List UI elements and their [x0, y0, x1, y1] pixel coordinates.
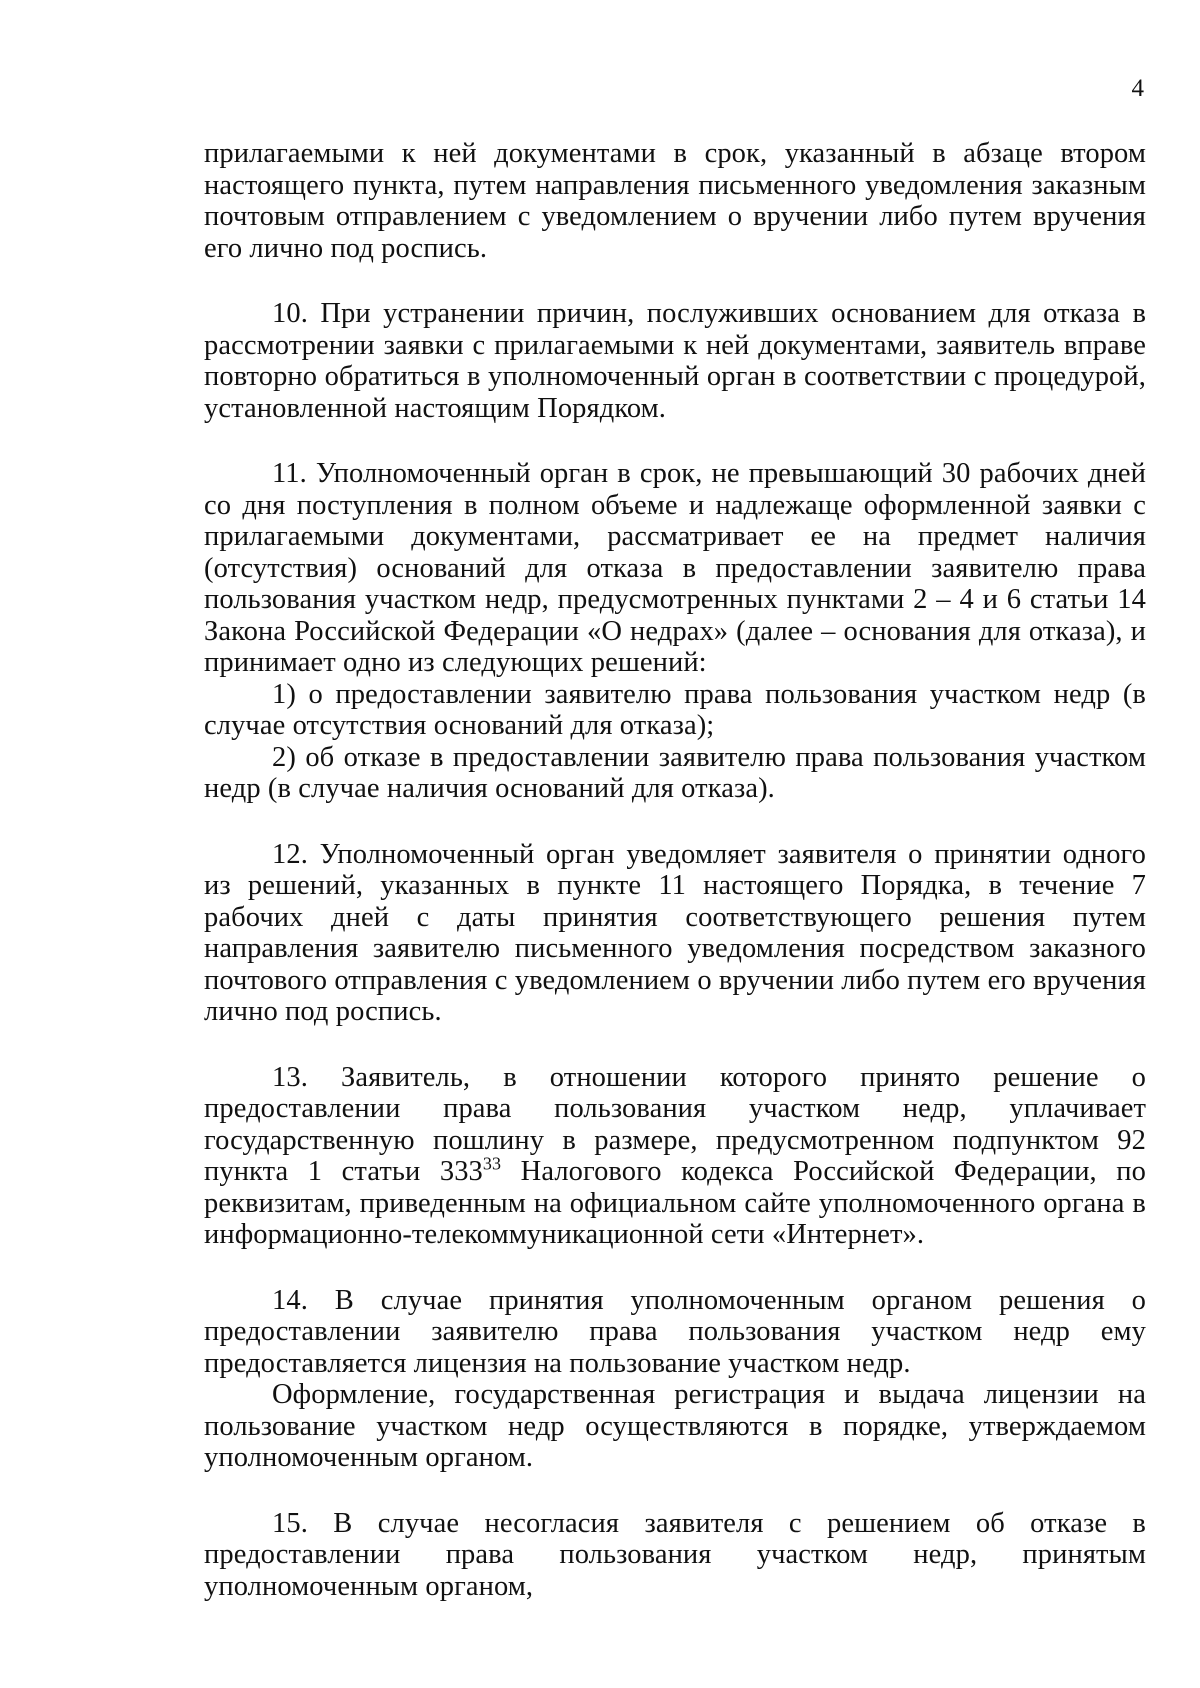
paragraph-13 [204, 1062, 1146, 1251]
paragraph-15: 15. В случае несогласия заявителя с решением об отказе в предоставлении права пользования участком недр, принятым уполномоченным органом, [204, 1507, 1146, 1602]
paragraph-13-text-a: 13. Заявитель, в отношении которого принято решение о предоставлении права пользования участком недр, уплачивает государственную пошлину в размере, предусмотренном подпунктом 92 пункта 1 статьи 333 [204, 1061, 1146, 1187]
paragraph-13-superscript: 33 [482, 1153, 502, 1174]
paragraph-12: 12. Уполномоченный орган уведомляет заявителя о принятии одного из решений, указанных в пункте 11 настоящего Порядка, в течение 7 рабочих дней с даты принятия соответствующего решения путем направления заявителю письменного уведомления посредством заказного почтового отправления с уведомлением о вручении либо путем его вручения лично под роспись. [204, 838, 1146, 1027]
paragraph-11-item-2: 2) об отказе в предоставлении заявителю права пользования участком недр (в случае наличия оснований для отказа). [204, 741, 1146, 804]
paragraph-11: 11. Уполномоченный орган в срок, не превышающий 30 рабочих дней со дня поступления в полном объеме и надлежаще оформленной заявки с прилагаемыми документами, рассматривает ее на предмет наличия (отсутствия) оснований для отказа в предоставлении заявителю права пользования участком недр, предусмотренных пунктами 2 – 4 и 6 статьи 14 Закона Российской Федерации «О недрах» (далее – основания для отказа), и принимает одно из следующих решений: [204, 458, 1146, 678]
document-body [204, 138, 1146, 1602]
paragraph-14-part-2: Оформление, государственная регистрация и выдача лицензии на пользование участком недр осуществляются в порядке, утверждаемом уполномоченным органом. [204, 1379, 1146, 1473]
paragraph-13-text-b: Налогового кодекса Российской Федерации, по реквизитам, приведенным на официальном сайте уполномоченного органа в информационно-телекоммуникационной сети «Интернет». [204, 1156, 1146, 1250]
page-number: 4 [1131, 75, 1144, 102]
paragraph-14: 14. В случае принятия уполномоченным органом решения о предоставлении заявителю права пользования участком недр ему предоставляется лицензия на пользование участком недр. [204, 1284, 1146, 1379]
paragraph-continuation: прилагаемыми к ней документами в срок, указанный в абзаце втором настоящего пункта, путем направления письменного уведомления заказным почтовым отправлением с уведомлением о вручении либо путем вручения его лично под роспись. [204, 138, 1146, 264]
paragraph-10: 10. При устранении причин, послуживших основанием для отказа в рассмотрении заявки с прилагаемыми к ней документами, заявитель вправе повторно обратиться в уполномоченный орган в соответствии с процедурой, установленной настоящим Порядком. [204, 298, 1146, 424]
paragraph-11-item-1: 1) о предоставлении заявителю права пользования участком недр (в случае отсутствия оснований для отказа); [204, 678, 1146, 741]
